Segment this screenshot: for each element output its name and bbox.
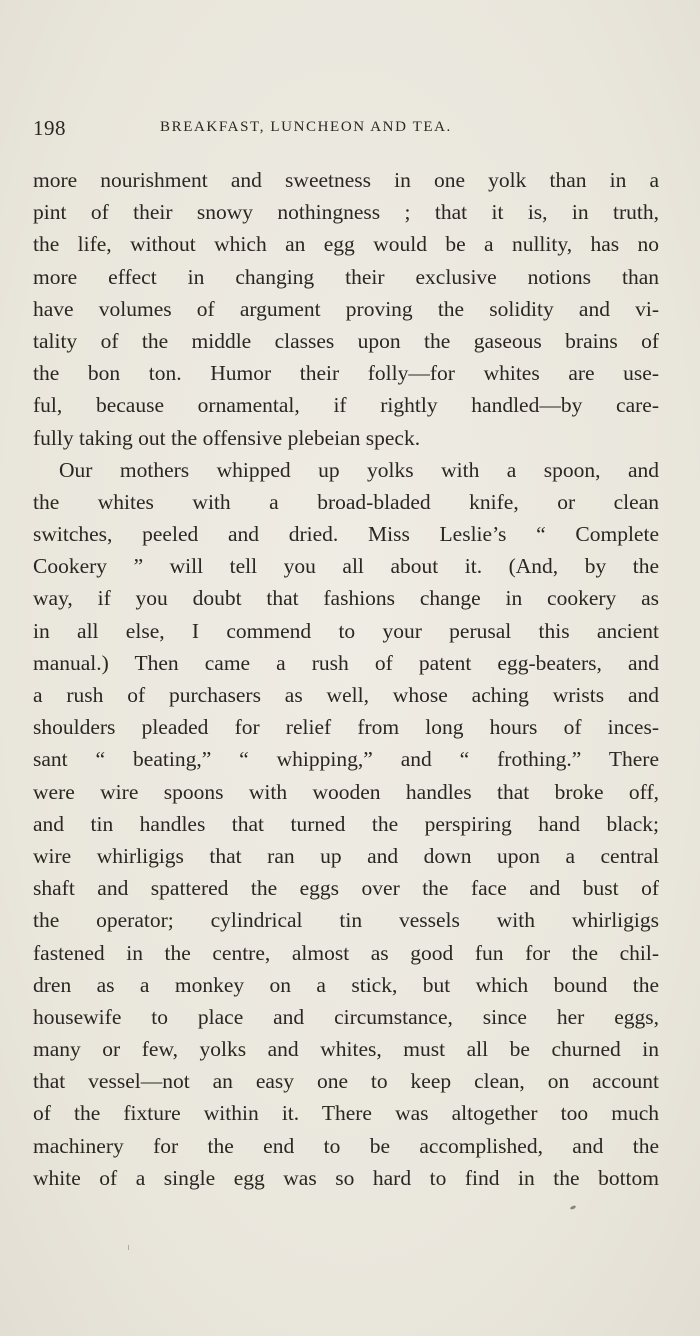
text-line: wire whirligigs that ran up and down upon a central (33, 843, 659, 868)
ink-speck (128, 1245, 129, 1250)
text-line: housewife to place and circumstance, since her eggs, (33, 1004, 659, 1029)
text-line: many or few, yolks and whites, must all be churned in (33, 1037, 659, 1062)
text-line: more effect in changing their exclusive notions than (33, 264, 659, 289)
text-line: shoulders pleaded for relief from long hours of inces- (33, 715, 659, 740)
text-line: manual.) Then came a rush of patent egg-beaters, and (33, 650, 659, 675)
text-line: Our mothers whipped up yolks with a spoon, and (59, 457, 659, 482)
text-line: the whites with a broad-bladed knife, or clean (33, 489, 659, 514)
text-line: pint of their snowy nothingness ; that it is, in truth, (33, 200, 659, 225)
text-line: Cookery ” will tell you all about it. (And, by the (33, 554, 659, 579)
text-line: were wire spoons with wooden handles that broke off, (33, 779, 659, 804)
running-head: BREAKFAST, LUNCHEON AND TEA. (160, 119, 452, 135)
text-line: the life, without which an egg would be a nullity, has no (33, 232, 659, 257)
text-line: the operator; cylindrical tin vessels with whirligigs (33, 908, 659, 933)
text-line: in all else, I commend to your perusal this ancient (33, 618, 659, 643)
text-line: dren as a monkey on a stick, but which bound the (33, 972, 659, 997)
text-line: more nourishment and sweetness in one yolk than in a (33, 168, 659, 192)
ink-speck (570, 1205, 577, 1210)
page-header (33, 116, 633, 142)
text-line: fully taking out the offensive plebeian speck. (33, 425, 421, 450)
text-line: that vessel—not an easy one to keep clean, on account (33, 1069, 659, 1094)
text-line: and tin handles that turned the perspiring hand black; (33, 811, 659, 836)
text-line: sant “ beating,” “ whipping,” and “ frothing.” There (33, 747, 659, 772)
text-line: way, if you doubt that fashions change in cookery as (33, 586, 659, 611)
text-line: the bon ton. Humor their folly—for whites are use- (33, 361, 659, 386)
text-line: of the fixture within it. There was altogether too much (33, 1101, 659, 1126)
text-line: fastened in the centre, almost as good fun for the chil- (33, 940, 659, 965)
text-line: a rush of purchasers as well, whose aching wrists and (33, 683, 659, 707)
text-line: switches, peeled and dried. Miss Leslie’s “ Complete (33, 522, 659, 547)
text-line: have volumes of argument proving the solidity and vi- (33, 296, 659, 321)
text-line: shaft and spattered the eggs over the face and bust of (33, 876, 659, 901)
page-number: 198 (33, 116, 66, 140)
text-line: machinery for the end to be accomplished, and the (33, 1133, 659, 1158)
text-line: ful, because ornamental, if rightly handled—by care- (33, 393, 659, 418)
text-line: white of a single egg was so hard to find in the bottom (33, 1165, 659, 1190)
body-text (33, 164, 659, 1194)
text-line: tality of the middle classes upon the gaseous brains of (33, 328, 659, 353)
